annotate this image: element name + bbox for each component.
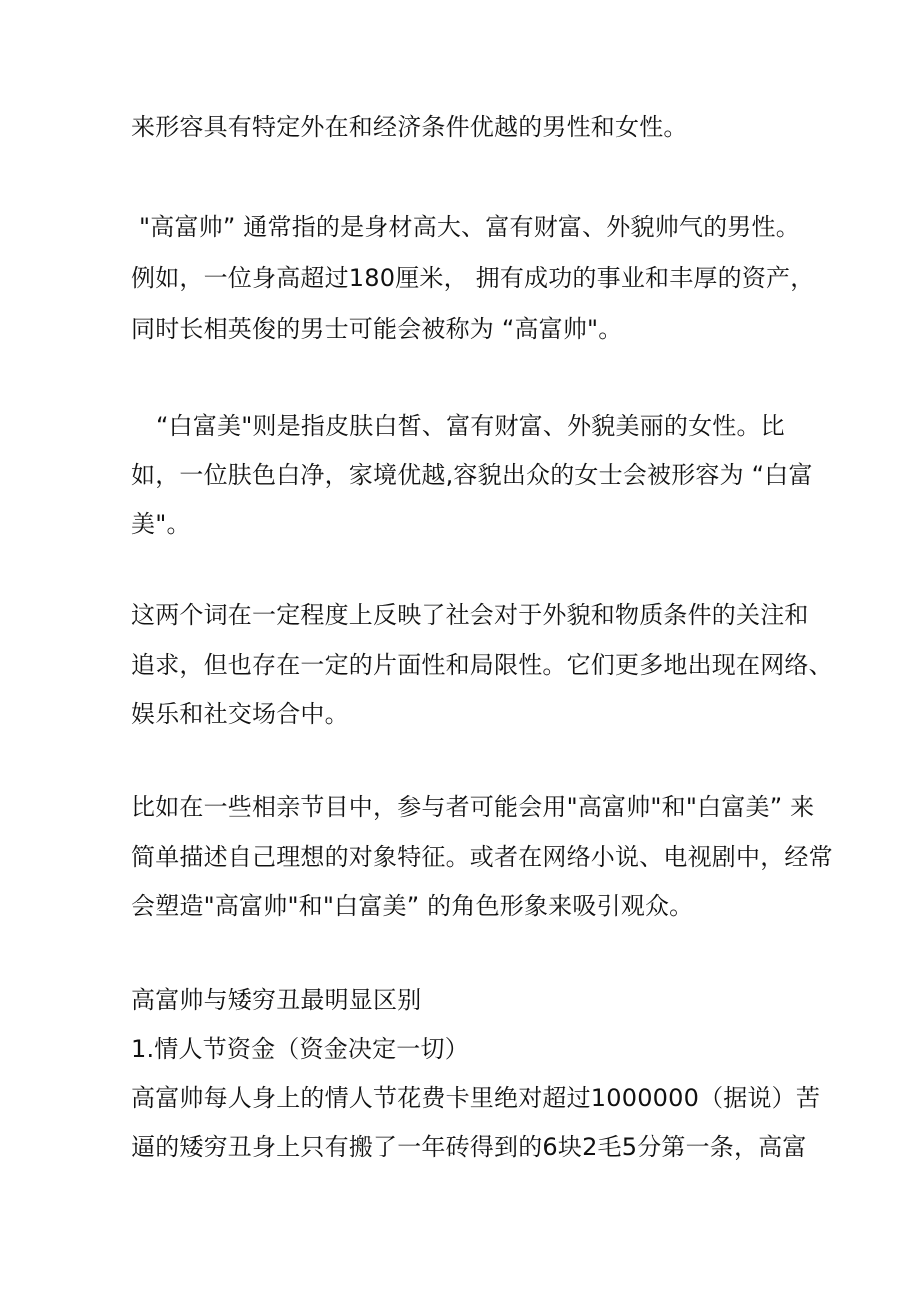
paragraph-4-line-2: 追求，但也存在一定的片面性和局限性。它们更多地出现在网络、 bbox=[131, 651, 833, 679]
paragraph-3-line-3: 美"。 bbox=[131, 510, 191, 538]
section-heading: 高富帅与矮穷丑最明显区别 bbox=[131, 986, 422, 1014]
list-item-1-title: 1.情人节资金（资金决定一切） bbox=[131, 1035, 469, 1063]
paragraph-3-line-2: 如，一位肤色白净，家境优越,容貌出众的女士会被形容为 “白富 bbox=[131, 461, 813, 489]
paragraph-1-line-1: 来形容具有特定外在和经济条件优越的男性和女性。 bbox=[131, 113, 688, 141]
paragraph-4-line-3: 娱乐和社交场合中。 bbox=[131, 700, 349, 728]
paragraph-2-line-1: "高富帅” 通常指的是身材高大、富有财富、外貌帅气的男性。 bbox=[139, 213, 800, 241]
paragraph-4-line-1: 这两个词在一定程度上反映了社会对于外貌和物质条件的关注和 bbox=[131, 601, 809, 629]
paragraph-5-line-3: 会塑造"高富帅"和"白富美” 的角色形象来吸引观众。 bbox=[131, 892, 694, 920]
paragraph-3-line-1: “白富美"则是指皮肤白皙、富有财富、外貌美丽的女性。比 bbox=[156, 412, 785, 440]
body-line: 高富帅每人身上的情人节花费卡里绝对超过1000000（据说）苦 bbox=[131, 1084, 821, 1112]
paragraph-2-line-2: 例如，一位身高超过180厘米， 拥有成功的事业和丰厚的资产， bbox=[131, 264, 815, 292]
paragraph-2-line-3: 同时长相英俊的男士可能会被称为 “高富帅"。 bbox=[131, 315, 623, 343]
paragraph-5-line-1: 比如在一些相亲节目中，参与者可能会用"高富帅"和"白富美” 来 bbox=[131, 793, 815, 821]
paragraph-5-line-2: 简单描述自己理想的对象特征。或者在网络小说、电视剧中，经常 bbox=[131, 843, 833, 871]
body-line: 逼的矮穷丑身上只有搬了一年砖得到的6块2毛5分第一条，高富 bbox=[131, 1133, 807, 1161]
